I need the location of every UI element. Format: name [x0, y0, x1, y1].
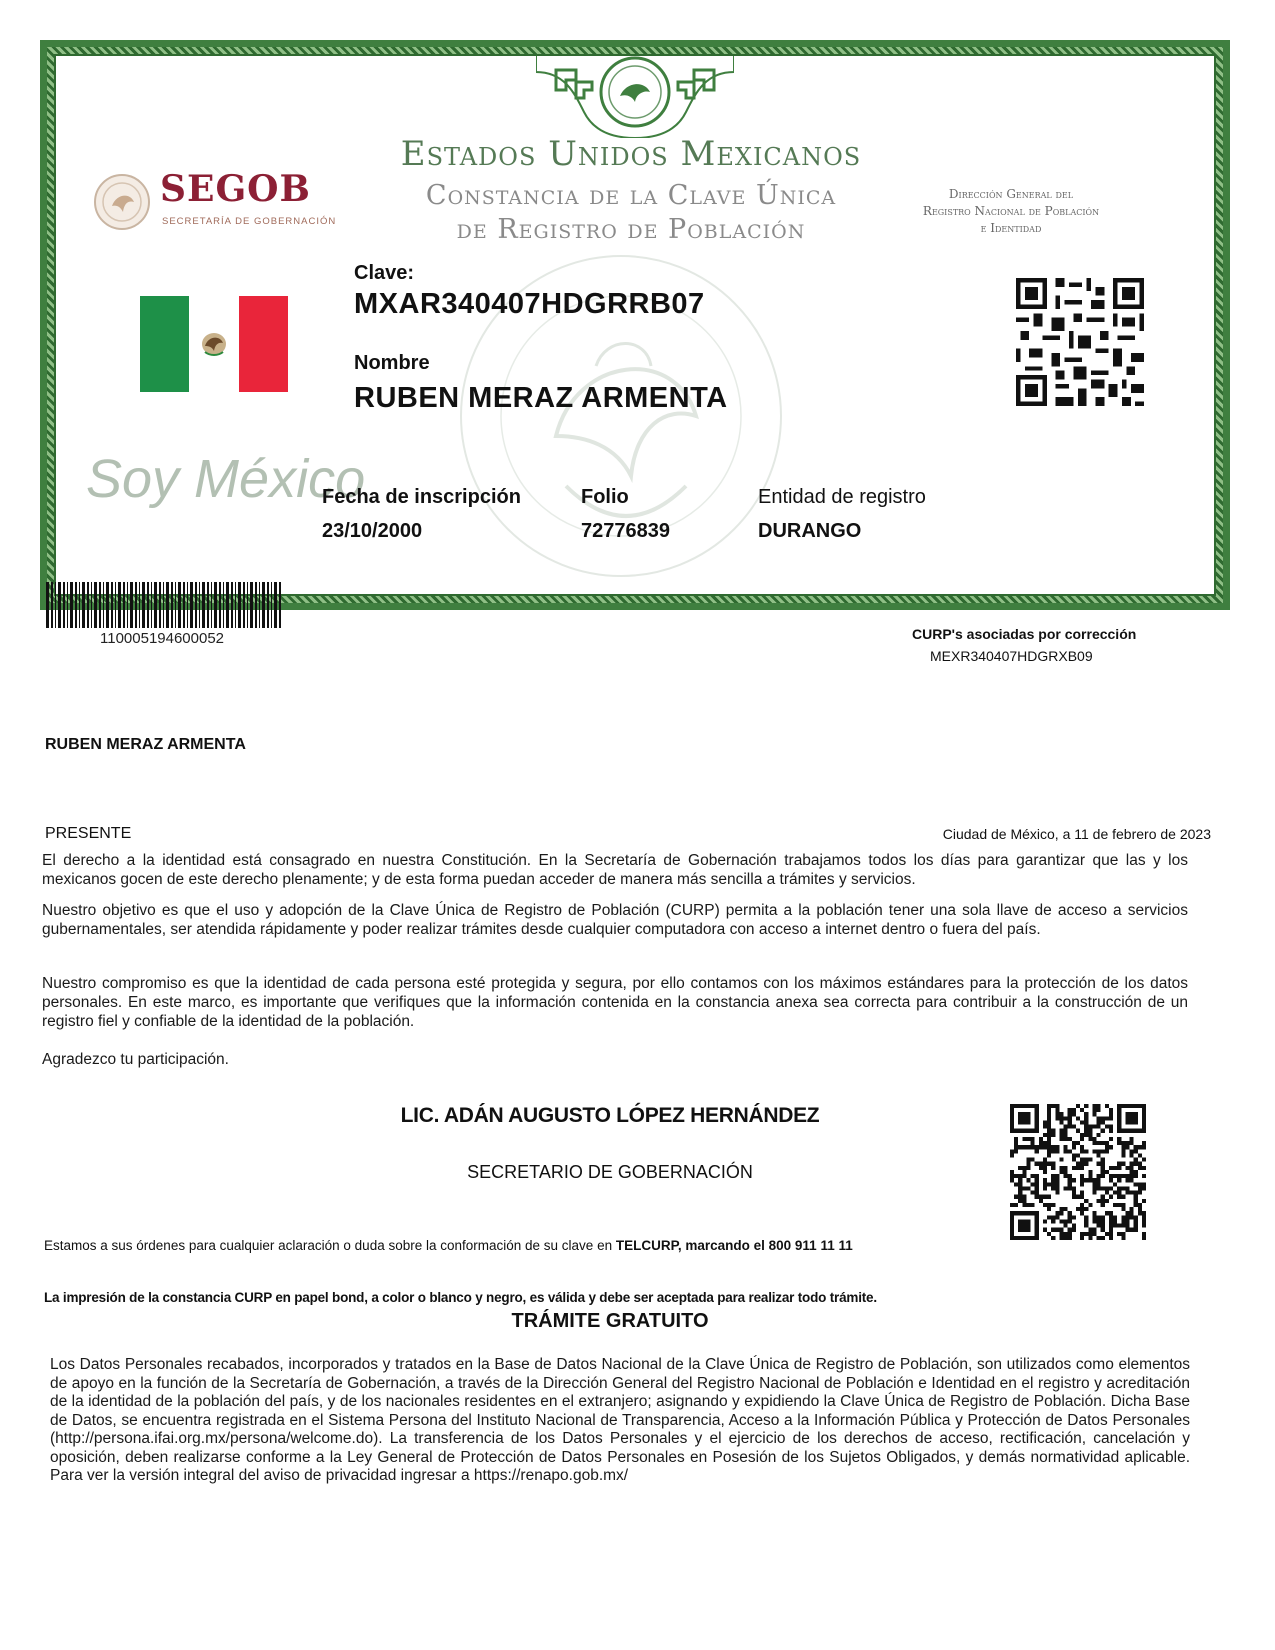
segob-wordmark: SEGOB [160, 168, 311, 210]
clave-value: MXAR340407HDGRRB07 [354, 288, 705, 320]
privacy-notice: Los Datos Personales recabados, incorporados y tratados en la Base de Datos Nacional de la Clave Única de Registro de Población, son utilizados como elementos de apoyo en la función de la Secretaría de Gobernación, a través de la Dirección General del Registro Nacional de Población e Identidad en el registro y acreditación de la identidad de la población del país, y de los nacionales residentes en el extranjero; asignando y expidiendo la Clave Única de Registro de Población. Dicha Base de Datos, se encuentra registrada en el Sistema Persona del Instituto Nacional de Transparencia, Acceso a la Información Pública y Protección de Datos Personales (http://persona.ifai.org.mx/persona/welcome.do). La transferencia de los Datos Personales y el ejercicio de los derechos de acceso, rectificación, cancelación y oposición, deben realizarse conforme a la Ley General de Protección de Datos Personales en Posesión de los Sujetos Obligados, y demás normatividad aplicable. Para ver la versión integral del aviso de privacidad ingresar a https://renapo.gob.mx/ [50, 1356, 1190, 1484]
letter-addressee: RUBEN MERAZ ARMENTA [45, 736, 246, 753]
agency-line-2: Registro Nacional de Población [922, 204, 1100, 218]
certificate-body [54, 54, 1216, 596]
national-crest-ornament [536, 54, 734, 138]
qr-code-icon [1010, 1104, 1146, 1240]
letter-paragraph-4: Agradezco tu participación. [42, 1051, 229, 1068]
fecha-inscripcion-label: Fecha de inscripción [322, 486, 521, 508]
entidad-value: DURANGO [758, 520, 862, 542]
flag-red-band [239, 296, 288, 392]
eagle-emblem-icon [199, 328, 229, 358]
folio-label: Folio [581, 486, 629, 508]
qr-code-icon [1016, 278, 1144, 406]
signer-title: SECRETARIO DE GOBERNACIÓN [467, 1162, 753, 1182]
telcurp-notice-text: Estamos a sus órdenes para cualquier aclaración o duda sobre la conformación de su clave en [44, 1238, 616, 1253]
nombre-value: RUBEN MERAZ ARMENTA [354, 382, 728, 414]
mexican-flag [140, 296, 288, 392]
issuing-agency [886, 186, 1136, 237]
letter-paragraph-2: Nuestro objetivo es que el uso y adopción de la Clave Única de Registro de Población (CURP) permita a la población tener una sola llave de acceso a servicios gubernamentales, ser atendida rápidamente y poder realizar trámites desde cualquier computadora con acceso a internet dentro o fuera del país. [42, 902, 1188, 938]
letter-place-date: Ciudad de México, a 11 de febrero de 2023 [942, 826, 1211, 842]
certificate-ornamental-border [47, 47, 1223, 603]
folio-value: 72776839 [581, 520, 670, 542]
barcode-number: 110005194600052 [100, 630, 225, 647]
agency-line-1: Dirección General del [948, 187, 1074, 201]
entidad-label: Entidad de registro [758, 486, 926, 508]
curp-certificate [40, 40, 1230, 610]
associated-curp-value: MEXR340407HDGRXB09 [930, 648, 1093, 664]
telcurp-phone: TELCURP, marcando el 800 911 11 11 [615, 1238, 853, 1253]
letter-paragraph-3: Nuestro compromiso es que la identidad de cada persona esté protegida y segura, por ello contamos con los máximos estándares para la protección de los datos personales. En este marco, es importante que verifiques que la información contenida en la constancia anexa sea correcta para contribuir a la construcción de un registro fiel y confiable de la identidad de la población. [42, 975, 1188, 1030]
clave-label: Clave: [354, 262, 415, 284]
document-title: Estados Unidos Mexicanos [400, 134, 862, 174]
document-subtitle-line2: de Registro de Población [456, 214, 806, 245]
telcurp-notice [44, 1238, 853, 1253]
agency-line-3: e Identidad [980, 221, 1042, 235]
document-subtitle-line1: Constancia de la Clave Única [425, 180, 837, 211]
letter-presente: PRESENTE [45, 825, 132, 842]
printing-validity-notice: La impresión de la constancia CURP en papel bond, a color o blanco y negro, es válida y debe ser aceptada para realizar todo trámite. [44, 1290, 877, 1305]
barcode [46, 582, 282, 628]
nombre-label: Nombre [354, 352, 430, 374]
fecha-inscripcion-value: 23/10/2000 [322, 520, 423, 542]
flag-white-band [189, 296, 239, 392]
flag-green-band [140, 296, 189, 392]
signer-name: LIC. ADÁN AUGUSTO LÓPEZ HERNÁNDEZ [400, 1104, 820, 1127]
slogan: Soy México [86, 449, 366, 509]
national-seal-icon [92, 172, 152, 232]
associated-curp-title: CURP's asociadas por corrección [912, 626, 1137, 642]
free-procedure-heading: TRÁMITE GRATUITO [511, 1310, 709, 1332]
segob-subtitle: SECRETARÍA DE GOBERNACIÓN [162, 216, 337, 227]
letter-paragraph-1: El derecho a la identidad está consagrado en nuestra Constitución. En la Secretaría de Gobernación trabajamos todos los días para garantizar que las y los mexicanos gocen de este derecho plenamente; y de esta forma puedan acceder de manera más sencilla a trámites y servicios. [42, 852, 1188, 888]
